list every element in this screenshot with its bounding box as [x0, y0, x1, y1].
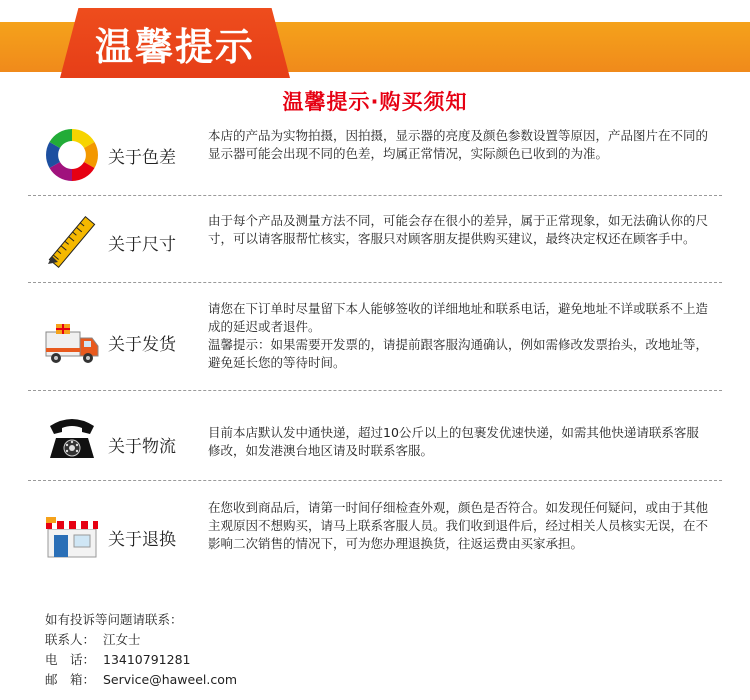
section-color [40, 123, 720, 193]
delivery-truck-icon [42, 314, 102, 374]
section-logistics [40, 408, 720, 472]
banner-title: 温馨提示 [94, 24, 255, 69]
section-label: 关于发货 [108, 335, 176, 355]
section-shipping [40, 298, 720, 384]
section-label: 关于退换 [108, 530, 176, 550]
divider [28, 195, 722, 196]
contact-phone-key: 电 话： [45, 652, 96, 667]
section-size [40, 208, 720, 278]
section-text: 本店的产品为实物拍摄，因拍摄，显示器的亮度及颜色参数设置等原因，产品图片在不同的显示器可能会出现不同的色差，均属正常情况，实际颜色已收到的为准。 [208, 128, 709, 161]
section-returns [40, 497, 720, 583]
section-label: 关于色差 [108, 148, 176, 168]
contact-block [45, 610, 237, 690]
section-text: 在您收到商品后，请第一时间仔细检查外观，颜色是否符合。如发现任何疑问，或由于其他主观原因不想购买，请马上联系客服人员。我们收到退件后，经过相关人员核实无误，在不影响二次销售的情况下，可为您办理退换货，往返运费由买家承担。 [208, 500, 709, 551]
page-subtitle: 温馨提示·购买须知 [282, 90, 468, 114]
shop-icon [42, 507, 102, 567]
section-label: 关于物流 [108, 437, 176, 457]
section-text: 请您在下订单时尽量留下本人能够签收的详细地址和联系电话，避免地址不详或联系不上造成的延迟或者退件。 温馨提示：如果需要开发票的，请提前跟客服沟通确认，例如需修改发票抬头，改地址等，避免延长您的等待时间。 [208, 301, 709, 370]
contact-email [45, 670, 237, 690]
contact-email-key: 邮 箱： [45, 672, 96, 687]
section-text: 由于每个产品及测量方法不同，可能会存在很小的差异，属于正常现象，如无法确认你的尺寸，可以请客服帮忙核实，客服只对顾客朋友提供购买建议，最终决定权还在顾客手中。 [208, 213, 709, 246]
divider [28, 282, 722, 283]
divider [28, 390, 722, 391]
ruler-icon [42, 212, 102, 272]
contact-person [45, 630, 237, 650]
contact-phone [45, 650, 237, 670]
section-label: 关于尺寸 [108, 235, 176, 255]
header-banner [0, 0, 750, 80]
contact-email-value[interactable]: Service@haweel.com [103, 672, 238, 687]
contact-phone-value: 13410791281 [103, 652, 191, 667]
contact-person-key: 联系人： [45, 632, 96, 647]
contact-person-value: 江女士 [103, 632, 141, 647]
color-wheel-icon [42, 125, 102, 185]
telephone-icon [42, 410, 102, 470]
contact-intro: 如有投诉等问题请联系： [45, 612, 183, 627]
divider [28, 480, 722, 481]
section-text: 目前本店默认发中通快递，超过10公斤以上的包裹发优速快递，如需其他快递请联系客服修改，如发港澳台地区请及时联系客服。 [208, 425, 699, 458]
